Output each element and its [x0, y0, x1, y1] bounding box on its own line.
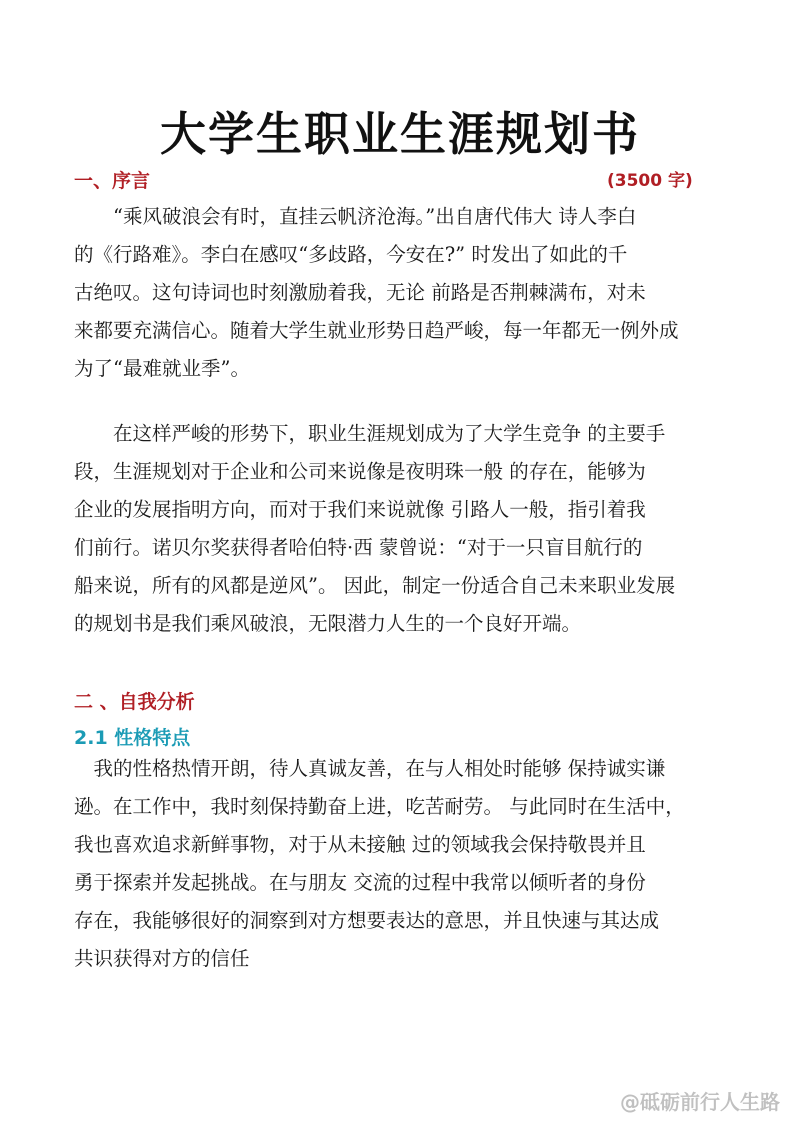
- paragraph-line: 共识获得对方的信任: [74, 947, 250, 970]
- paragraph-line: 我也喜欢追求新鲜事物，对于从未接触 过的领域我会保持敬畏并且: [74, 833, 646, 856]
- watermark-text: @砥砺前行人生路: [620, 1090, 780, 1114]
- paragraph-line: 我的性格热情开朗，待人真诚友善，在与人相处时能够 保持诚实谦: [93, 757, 666, 780]
- subsection-heading-personality: 2.1 性格特点: [74, 727, 191, 749]
- paragraph-line: 古绝叹。这句诗词也时刻激励着我，无论 前路是否荆棘满布，对未: [74, 281, 646, 304]
- paragraph-intro-2: [74, 415, 734, 643]
- section-heading-self-analysis: 二 、自我分析: [74, 691, 195, 713]
- paragraph-line: 在这样严峻的形势下，职业生涯规划成为了大学生竞争 的主要手: [113, 422, 666, 445]
- word-count-label: (3500 字): [607, 171, 693, 191]
- paragraph-line: 企业的发展指明方向，而对于我们来说就像 引路人一般，指引着我: [74, 498, 646, 521]
- section-heading-intro: 一、序言: [74, 170, 151, 192]
- paragraph-intro-1: [74, 198, 734, 388]
- paragraph-line: 存在，我能够很好的洞察到对方想要表达的意思，并且快速与其达成: [74, 909, 660, 932]
- paragraph-line: 为了“最难就业季”。: [74, 357, 250, 380]
- paragraph-personality: [74, 750, 734, 978]
- paragraph-line: 逊。在工作中，我时刻保持勤奋上进，吃苦耐劳。 与此同时在生活中，: [74, 795, 685, 818]
- paragraph-line: 船来说，所有的风都是逆风”。 因此，制定一份适合自己未来职业发展: [74, 574, 676, 597]
- paragraph-line: 勇于探索并发起挑战。在与朋友 交流的过程中我常以倾听者的身份: [74, 871, 646, 894]
- document-title: 大学生职业生涯规划书: [160, 107, 640, 161]
- paragraph-line: 们前行。诺贝尔奖获得者哈伯特·西 蒙曾说：“对于一只盲目航行的: [74, 536, 643, 559]
- paragraph-line: 段，生涯规划对于企业和公司来说像是夜明珠一般 的存在，能够为: [74, 460, 646, 483]
- paragraph-line: 的规划书是我们乘风破浪，无限潜力人生的一个良好开端。: [74, 612, 582, 635]
- paragraph-line: “乘风破浪会有时，直挂云帆济沧海。”出自唐代伟大 诗人李白: [113, 205, 637, 228]
- paragraph-line: 来都要充满信心。随着大学生就业形势日趋严峻，每一年都无一例外成: [74, 319, 679, 342]
- paragraph-line: 的《行路难》。李白在感叹“多歧路，今安在?” 时发出了如此的千: [74, 243, 628, 266]
